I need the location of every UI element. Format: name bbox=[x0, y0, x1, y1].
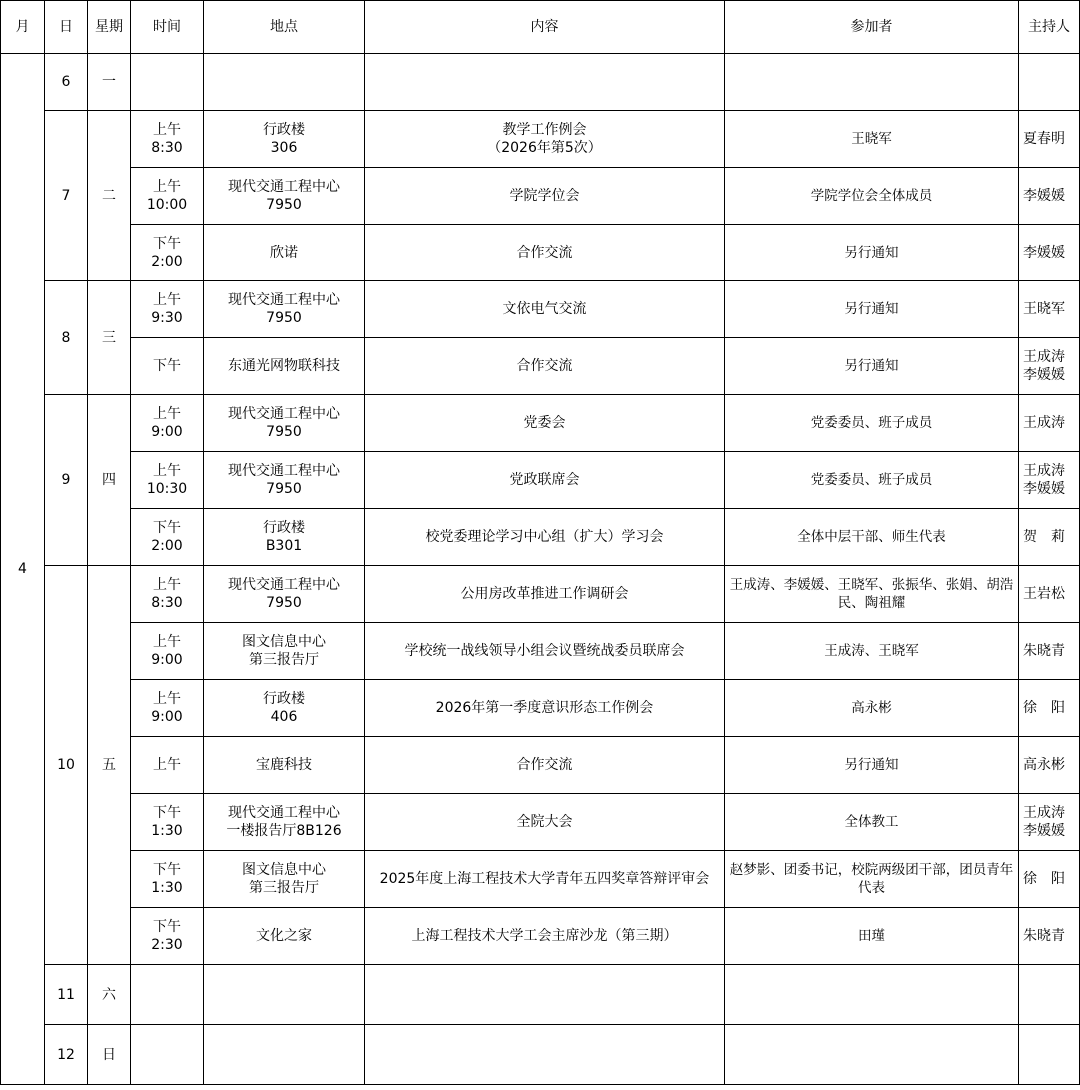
table-row bbox=[1, 225, 1080, 281]
event-content: 校党委理论学习中心组（扩大）学习会 bbox=[365, 509, 725, 566]
event-time bbox=[131, 54, 204, 111]
header-place: 地点 bbox=[204, 1, 365, 54]
event-place bbox=[204, 1025, 365, 1085]
table-row bbox=[1, 965, 1080, 1025]
event-attendees: 高永彬 bbox=[725, 680, 1019, 737]
header-time: 时间 bbox=[131, 1, 204, 54]
event-place: 文化之家 bbox=[204, 908, 365, 965]
event-place: 现代交通工程中心 7950 bbox=[204, 168, 365, 225]
event-host: 王岩松 bbox=[1019, 566, 1080, 623]
table-row bbox=[1, 452, 1080, 509]
event-content: 合作交流 bbox=[365, 225, 725, 281]
event-place: 欣诺 bbox=[204, 225, 365, 281]
header-host: 主持人 bbox=[1019, 1, 1080, 54]
event-attendees: 另行通知 bbox=[725, 225, 1019, 281]
event-place: 行政楼 306 bbox=[204, 111, 365, 168]
event-host: 夏春明 bbox=[1019, 111, 1080, 168]
event-place: 图文信息中心 第三报告厅 bbox=[204, 623, 365, 680]
event-content: 合作交流 bbox=[365, 737, 725, 794]
event-content bbox=[365, 54, 725, 111]
event-place bbox=[204, 965, 365, 1025]
event-attendees: 王成涛、王晓军 bbox=[725, 623, 1019, 680]
event-time: 上午 9:00 bbox=[131, 680, 204, 737]
table-row bbox=[1, 623, 1080, 680]
event-attendees: 田瑾 bbox=[725, 908, 1019, 965]
event-attendees: 党委委员、班子成员 bbox=[725, 395, 1019, 452]
event-place: 现代交通工程中心 7950 bbox=[204, 281, 365, 338]
event-content: 文依电气交流 bbox=[365, 281, 725, 338]
event-content bbox=[365, 965, 725, 1025]
event-time: 下午 bbox=[131, 338, 204, 395]
weekday-cell: 二 bbox=[88, 111, 131, 281]
event-content: 党委会 bbox=[365, 395, 725, 452]
event-host: 王成涛 李媛媛 bbox=[1019, 794, 1080, 851]
event-time: 下午 1:30 bbox=[131, 794, 204, 851]
header-weekday: 星期 bbox=[88, 1, 131, 54]
event-place: 宝鹿科技 bbox=[204, 737, 365, 794]
event-content bbox=[365, 1025, 725, 1085]
event-content: 公用房改革推进工作调研会 bbox=[365, 566, 725, 623]
weekday-cell: 一 bbox=[88, 54, 131, 111]
event-attendees: 另行通知 bbox=[725, 737, 1019, 794]
event-time: 下午 1:30 bbox=[131, 851, 204, 908]
day-cell: 8 bbox=[45, 281, 88, 395]
weekday-cell: 五 bbox=[88, 566, 131, 965]
weekday-cell: 四 bbox=[88, 395, 131, 566]
event-host: 王成涛 李媛媛 bbox=[1019, 452, 1080, 509]
event-host: 朱晓青 bbox=[1019, 908, 1080, 965]
event-time: 上午 bbox=[131, 737, 204, 794]
event-attendees: 学院学位会全体成员 bbox=[725, 168, 1019, 225]
event-host bbox=[1019, 965, 1080, 1025]
table-row bbox=[1, 54, 1080, 111]
event-attendees bbox=[725, 54, 1019, 111]
event-place: 行政楼 B301 bbox=[204, 509, 365, 566]
table-row bbox=[1, 851, 1080, 908]
weekday-cell: 三 bbox=[88, 281, 131, 395]
table-row bbox=[1, 281, 1080, 338]
event-place: 东通光网物联科技 bbox=[204, 338, 365, 395]
event-place: 图文信息中心 第三报告厅 bbox=[204, 851, 365, 908]
event-content: 2026年第一季度意识形态工作例会 bbox=[365, 680, 725, 737]
event-attendees: 赵梦影、团委书记，校院两级团干部，团员青年代表 bbox=[725, 851, 1019, 908]
event-attendees: 全体中层干部、师生代表 bbox=[725, 509, 1019, 566]
event-host: 李媛媛 bbox=[1019, 168, 1080, 225]
day-cell: 11 bbox=[45, 965, 88, 1025]
event-host: 贺 莉 bbox=[1019, 509, 1080, 566]
event-time: 下午 2:30 bbox=[131, 908, 204, 965]
event-place: 现代交通工程中心 7950 bbox=[204, 566, 365, 623]
day-cell: 7 bbox=[45, 111, 88, 281]
event-time bbox=[131, 965, 204, 1025]
event-time: 上午 8:30 bbox=[131, 111, 204, 168]
event-content: 教学工作例会 （2026年第5次） bbox=[365, 111, 725, 168]
event-host: 王成涛 李媛媛 bbox=[1019, 338, 1080, 395]
event-attendees: 另行通知 bbox=[725, 338, 1019, 395]
event-content: 合作交流 bbox=[365, 338, 725, 395]
event-attendees: 王晓军 bbox=[725, 111, 1019, 168]
weekday-cell: 日 bbox=[88, 1025, 131, 1085]
event-host: 高永彬 bbox=[1019, 737, 1080, 794]
schedule-body bbox=[1, 54, 1080, 1085]
event-content: 上海工程技术大学工会主席沙龙（第三期） bbox=[365, 908, 725, 965]
event-time: 下午 2:00 bbox=[131, 509, 204, 566]
day-cell: 10 bbox=[45, 566, 88, 965]
table-row bbox=[1, 908, 1080, 965]
event-content: 学院学位会 bbox=[365, 168, 725, 225]
header-row bbox=[1, 1, 1080, 54]
event-attendees bbox=[725, 1025, 1019, 1085]
event-attendees: 党委委员、班子成员 bbox=[725, 452, 1019, 509]
header-attendees: 参加者 bbox=[725, 1, 1019, 54]
event-place: 现代交通工程中心 7950 bbox=[204, 452, 365, 509]
day-cell: 12 bbox=[45, 1025, 88, 1085]
event-content: 全院大会 bbox=[365, 794, 725, 851]
table-row bbox=[1, 509, 1080, 566]
event-time: 上午 10:30 bbox=[131, 452, 204, 509]
event-place: 行政楼 406 bbox=[204, 680, 365, 737]
table-row bbox=[1, 566, 1080, 623]
event-host bbox=[1019, 54, 1080, 111]
event-host: 徐 阳 bbox=[1019, 680, 1080, 737]
event-place: 现代交通工程中心 7950 bbox=[204, 395, 365, 452]
event-attendees bbox=[725, 965, 1019, 1025]
event-content: 学校统一战线领导小组会议暨统战委员联席会 bbox=[365, 623, 725, 680]
header-day: 日 bbox=[45, 1, 88, 54]
event-time: 上午 8:30 bbox=[131, 566, 204, 623]
event-time: 上午 9:00 bbox=[131, 395, 204, 452]
event-host: 王成涛 bbox=[1019, 395, 1080, 452]
event-attendees: 全体教工 bbox=[725, 794, 1019, 851]
day-cell: 9 bbox=[45, 395, 88, 566]
event-host: 朱晓青 bbox=[1019, 623, 1080, 680]
weekday-cell: 六 bbox=[88, 965, 131, 1025]
event-content: 2025年度上海工程技术大学青年五四奖章答辩评审会 bbox=[365, 851, 725, 908]
event-time: 上午 9:30 bbox=[131, 281, 204, 338]
table-row bbox=[1, 111, 1080, 168]
event-time: 上午 9:00 bbox=[131, 623, 204, 680]
month-cell: 4 bbox=[1, 54, 45, 1085]
table-row bbox=[1, 338, 1080, 395]
event-place: 现代交通工程中心 一楼报告厅8B126 bbox=[204, 794, 365, 851]
table-row bbox=[1, 680, 1080, 737]
event-attendees: 王成涛、李媛媛、王晓军、张振华、张娟、胡浩民、陶祖耀 bbox=[725, 566, 1019, 623]
table-row bbox=[1, 737, 1080, 794]
table-row bbox=[1, 168, 1080, 225]
event-host bbox=[1019, 1025, 1080, 1085]
table-row bbox=[1, 395, 1080, 452]
header-content: 内容 bbox=[365, 1, 725, 54]
event-time: 下午 2:00 bbox=[131, 225, 204, 281]
day-cell: 6 bbox=[45, 54, 88, 111]
event-content: 党政联席会 bbox=[365, 452, 725, 509]
table-row bbox=[1, 1025, 1080, 1085]
event-host: 李媛媛 bbox=[1019, 225, 1080, 281]
event-time bbox=[131, 1025, 204, 1085]
header-month: 月 bbox=[1, 1, 45, 54]
event-host: 王晓军 bbox=[1019, 281, 1080, 338]
table-row bbox=[1, 794, 1080, 851]
event-place bbox=[204, 54, 365, 111]
event-host: 徐 阳 bbox=[1019, 851, 1080, 908]
event-attendees: 另行通知 bbox=[725, 281, 1019, 338]
event-time: 上午 10:00 bbox=[131, 168, 204, 225]
